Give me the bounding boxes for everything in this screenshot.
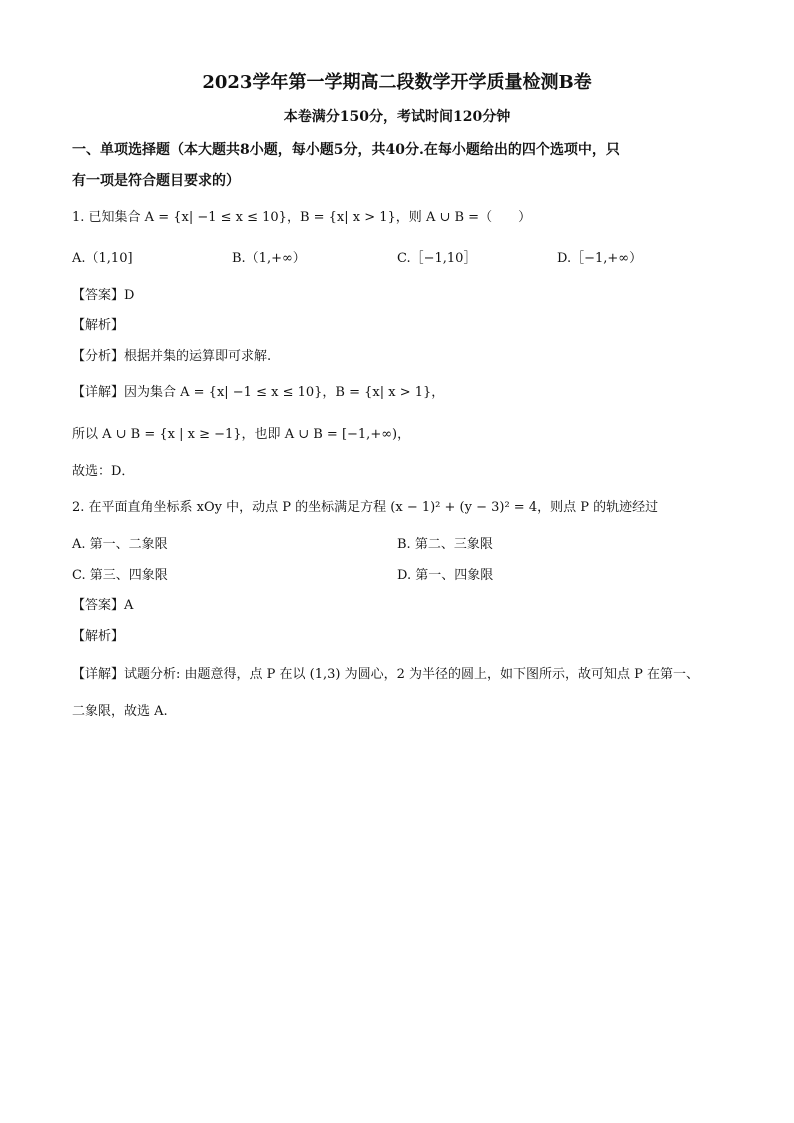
q2-option-a: A. 第一、二象限 bbox=[72, 537, 168, 552]
page-subtitle: 本卷满分150分，考试时间120分钟 bbox=[283, 109, 511, 125]
section-heading-line2: 有一项是符合题目要求的） bbox=[72, 173, 240, 189]
q1-answer: 【答案】D bbox=[72, 288, 135, 303]
q1-stem: 1. 已知集合 A = {x| −1 ≤ x ≤ 10}，B = {x| x > 1}，则 A ∪ B =（ ） bbox=[72, 210, 532, 225]
q1-option-d: D.［−1,+∞） bbox=[557, 251, 643, 266]
q2-option-b: B. 第二、三象限 bbox=[397, 537, 493, 552]
page-title: 2023学年第一学期高二段数学开学质量检测B卷 bbox=[202, 72, 592, 93]
q2-detail2: 二象限，故选 A. bbox=[72, 704, 168, 719]
q2-option-c: C. 第三、四象限 bbox=[72, 568, 168, 583]
q1-option-a: A.（1,10] bbox=[72, 251, 133, 266]
q1-detail2: 所以 A ∪ B = {x | x ≥ −1}，也即 A ∪ B = [−1,+∞)， bbox=[72, 427, 411, 442]
q1-detail: 【详解】因为集合 A = {x| −1 ≤ x ≤ 10}，B = {x| x > 1}， bbox=[72, 385, 445, 400]
q1-conclusion: 故选：D． bbox=[72, 464, 135, 479]
q1-option-b: B.（1,+∞） bbox=[232, 251, 306, 266]
q2-analysis-label: 【解析】 bbox=[72, 629, 125, 644]
q1-analysis-label: 【解析】 bbox=[72, 318, 125, 333]
q2-detail: 【详解】试题分析: 由题意得，点 P 在以 (1,3) 为圆心，2 为半径的圆上，如下图所示，故可知点 P 在第一、 bbox=[72, 667, 700, 682]
section-heading-line1: 一、单项选择题（本大题共8小题，每小题5分，共40分.在每小题给出的四个选项中，只 bbox=[72, 142, 620, 158]
q2-stem: 2. 在平面直角坐标系 xOy 中，动点 P 的坐标满足方程 (x − 1)² + (y − 3)² = 4，则点 P 的轨迹经过 bbox=[72, 500, 659, 515]
q1-fenxi: 【分析】根据并集的运算即可求解. bbox=[72, 349, 272, 364]
q2-answer: 【答案】A bbox=[72, 598, 134, 613]
q2-option-d: D. 第一、四象限 bbox=[397, 568, 494, 583]
q1-option-c: C.［−1,10］ bbox=[397, 251, 477, 266]
